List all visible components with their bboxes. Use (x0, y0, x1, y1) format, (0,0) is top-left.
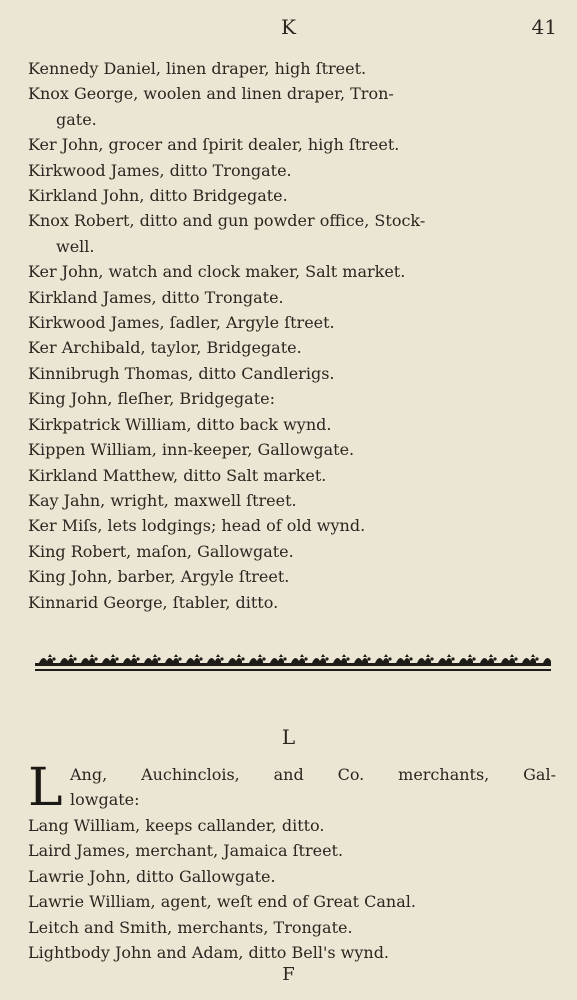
ornamental-border (35, 651, 551, 675)
drop-cap-letter: L (28, 758, 63, 818)
page-number: 41 (531, 15, 557, 39)
ornament-pattern-icon (35, 651, 551, 675)
entry: Kippen William, inn-keeper, Gallowgate. (28, 440, 355, 460)
entry: Leitch and Smith, merchants, Trongate. (28, 917, 353, 937)
entry: Knox Robert, ditto and gun powder office, Stock- (28, 211, 426, 231)
catchword: F (282, 964, 295, 985)
entry: Lang William, keeps callander, ditto. (28, 816, 325, 835)
entry: Kay Jahn, wright, maxwell ſtreet. (28, 490, 297, 510)
first-entry-line: Ang, Auchinclois, and Co. merchants, Gal- (70, 765, 556, 784)
first-entry (70, 762, 556, 813)
entry: Kirkland Matthew, ditto Salt market. (28, 465, 327, 485)
section-k-entries (28, 56, 556, 615)
entry: Lightbody John and Adam, ditto Bell's wynd. (28, 943, 390, 963)
entry: Ker John, watch and clock maker, Salt market. (28, 262, 406, 282)
entry-continuation: well. (56, 236, 95, 256)
entry: Kennedy Daniel, linen draper, high ſtreet. (28, 59, 367, 78)
entry: Ker Archibald, taylor, Bridgegate. (28, 338, 302, 358)
entry: King John, fleſher, Bridgegate: (28, 389, 275, 409)
entry: Knox George, woolen and linen draper, Tron- (28, 84, 394, 104)
first-entry-continuation: lowgate: (70, 790, 140, 810)
entry: Laird James, merchant, Jamaica ſtreet. (28, 841, 344, 861)
entry: King John, barber, Argyle ſtreet. (28, 567, 290, 587)
section-l-list (28, 813, 556, 965)
entry: Kirkwood James, ditto Trongate. (28, 160, 292, 180)
entry: Lawrie William, agent, weſt end of Great Canal. (28, 892, 416, 912)
entry: Kirkwood James, ſadler, Argyle ſtreet. (28, 313, 335, 333)
entry: Kinnibrugh Thomas, ditto Candlerigs. (28, 363, 335, 383)
header-letter: K (281, 15, 296, 39)
entry-continuation: gate. (56, 109, 97, 129)
entry: Kirkland John, ditto Bridgegate. (28, 186, 288, 206)
section-heading-l: L (281, 725, 296, 749)
entry: Lawrie John, ditto Gallowgate. (28, 866, 276, 886)
entry: Kinnarid George, ſtabler, ditto. (28, 592, 279, 612)
entry: Ker Miſs, lets lodgings; head of old wynd. (28, 516, 366, 536)
entry: Kirkpatrick William, ditto back wynd. (28, 414, 332, 434)
section-l-entries (28, 758, 556, 818)
entry: King Robert, maſon, Gallowgate. (28, 541, 294, 561)
entry: Kirkland James, ditto Trongate. (28, 287, 284, 307)
entry: Ker John, grocer and ſpirit dealer, high ſtreet. (28, 135, 400, 155)
page-header (0, 12, 577, 42)
